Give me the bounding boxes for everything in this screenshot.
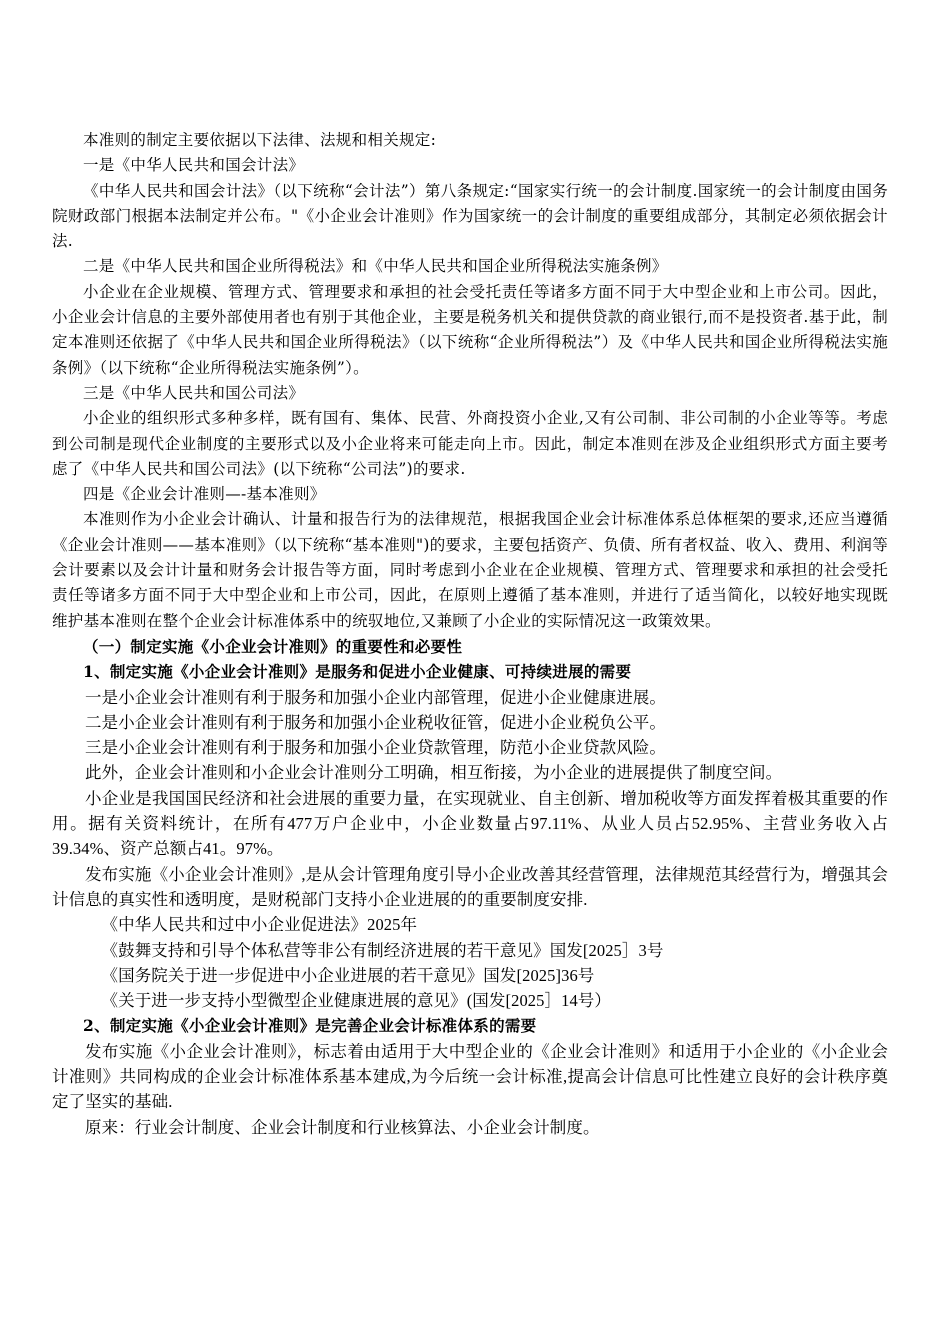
basis-heading-3: 三是《中华人民共和国公司法》	[83, 383, 305, 402]
list-item: 二是小企业会计准则有利于服务和加强小企业税收征管，促进小企业税负公平。	[85, 712, 666, 732]
reference-item: 《关于进一步支持小型微型企业健康进展的意见》(国发[2025］14号）	[101, 991, 611, 1011]
basis-paragraph-1: 《中华人民共和国会计法》（以下统称“会计法”）第八条规定:“国家实行统一的会计制度.国家统一的会计制度由国务院财政部门根据本法制定并公布。"《小企业会计准则》作为国家统一的会计制度的重要组成部分，其制定必须依据会计法.	[52, 181, 888, 251]
body-paragraph: 此外，企业会计准则和小企业会计准则分工明确，相互衔接，为小企业的进展提供了制度空间。	[85, 763, 783, 783]
basis-heading-1: 一是《中华人民共和国会计法》	[83, 156, 305, 175]
subsection-heading-2: 2、制定实施《小企业会计准则》是完善企业会计标准体系的需要	[83, 1016, 537, 1036]
basis-paragraph-2: 小企业在企业规模、管理方式、管理要求和承担的社会受托责任等诸多方面不同于大中型企业和上市公司。因此，小企业会计信息的主要外部使用者也有别于其他企业，主要是税务机关和提供贷款的商业银行,而不是投资者.基于此，制定本准则还依据了《中华人民共和国企业所得税法》（以下统称“企业所得税法”）及《中华人民共和国企业所得税法实施条例》（以下统称“企业所得税法实施条例”）。	[52, 282, 888, 377]
basis-paragraph-3: 小企业的组织形式多种多样，既有国有、集体、民营、外商投资小企业,又有公司制、非公司制的小企业等等。考虑到公司制是现代企业制度的主要形式以及小企业将来可能走向上市。因此，制定本准则在涉及企业组织形式方面主要考虑了《中华人民共和国公司法》(以下统称“公司法”)的要求.	[52, 409, 888, 478]
basis-heading-4: 四是《企业会计准则—-基本准则》	[83, 485, 326, 504]
body-paragraph: 原来：行业会计制度、企业会计制度和行业核算法、小企业会计制度。	[85, 1117, 600, 1137]
intro-paragraph: 本准则的制定主要依据以下法律、法规和相关规定:	[83, 131, 437, 149]
subsection-heading-1: 1、制定实施《小企业会计准则》是服务和促进小企业健康、可持续进展的需要	[83, 662, 632, 682]
basis-heading-2: 二是《中华人民共和国企业所得税法》和《中华人民共和国企业所得税法实施条例》	[83, 257, 668, 276]
list-item: 一是小企业会计准则有利于服务和加强小企业内部管理，促进小企业健康进展。	[85, 687, 666, 707]
basis-paragraph-4: 本准则作为小企业会计确认、计量和报告行为的法律规范，根据我国企业会计标准体系总体框架的要求,还应当遵循《企业会计准则——基本准则》（以下统称“基本准则")的要求，主要包括资产、负债、所有者权益、收入、费用、利润等会计要素以及会计计量和财务会计报告等方面，同时考虑到小企业在企业规模、管理方式、管理要求和承担的社会受托责任等诸多方面不同于大中型企业和上市公司，因此，在原则上遵循了基本准则，并进行了适当简化，以较好地实现既维护基本准则在整个企业会计标准体系中的统驭地位,又兼顾了小企业的实际情况这一政策效果。	[52, 510, 888, 630]
reference-item: 《国务院关于进一步促进中小企业进展的若干意见》国发[2025]36号	[101, 965, 595, 985]
body-paragraph: 发布实施《小企业会计准则》,是从会计管理角度引导小企业改善其经营管理，法律规范其经营行为，增强其会计信息的真实性和透明度，是财税部门支持小企业进展的的重要制度安排.	[52, 864, 888, 909]
reference-item: 《鼓舞支持和引导个体私营等非公有制经济进展的若干意见》国发[2025］3号	[101, 940, 664, 960]
list-item: 三是小企业会计准则有利于服务和加强小企业贷款管理，防范小企业贷款风险。	[85, 738, 666, 758]
document-body	[52, 128, 888, 1140]
section-heading: （一）制定实施《小企业会计准则》的重要性和必要性	[83, 636, 463, 656]
reference-item: 《中华人民共和过中小企业促进法》2025年	[101, 915, 418, 935]
statistics-paragraph: 小企业是我国国民经济和社会进展的重要力量，在实现就业、自主创新、增加税收等方面发挥着极其重要的作用。据有关资料统计，在所有477万户企业中，小企业数量占97.11%、从业人员占52.95%、主营业务收入占39.34%、资产总额占41。97%。	[52, 788, 888, 859]
body-paragraph: 发布实施《小企业会计准则》，标志着由适用于大中型企业的《企业会计准则》和适用于小企业的《小企业会计准则》共同构成的企业会计标准体系基本建成,为今后统一会计标准,提高会计信息可比性建立良好的会计秩序奠定了坚实的基础.	[52, 1041, 888, 1112]
